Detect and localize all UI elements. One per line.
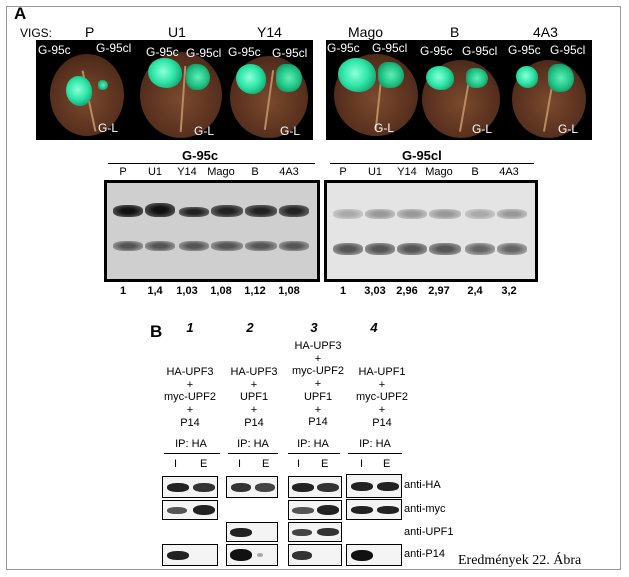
leaf-label-bottom: G-L (280, 124, 301, 138)
quant-value: 2,4 (467, 285, 483, 297)
lane-label-p: P (119, 166, 127, 178)
quant-value: 2,97 (428, 285, 450, 297)
lane-label-u1: U1 (367, 166, 383, 178)
column-number: 4 (370, 320, 378, 335)
construct-label: UPF1 (303, 390, 333, 403)
quant-value: 1,4 (147, 285, 163, 297)
construct-label: myc-UPF2 (356, 391, 408, 404)
plus-sign: + (378, 378, 386, 391)
construct-label: myc-UPF2 (164, 391, 216, 404)
leaf-label-right: G-95cl (186, 46, 222, 60)
construct-label: HA-UPF3 (294, 340, 342, 352)
construct-label: P14 (180, 416, 200, 429)
plus-sign: + (250, 404, 258, 417)
leaf-label-left: G-95c (146, 45, 179, 59)
leaf-label-bottom: G-L (98, 121, 119, 135)
lane-i-label: I (360, 458, 364, 470)
construct-label: myc-UPF2 (292, 365, 344, 378)
leaf-label-right: G-95cl (550, 43, 586, 57)
gel-title-underline (330, 163, 534, 164)
lane-label-b: B (471, 166, 479, 178)
vigs-condition-mago: Mago (348, 24, 384, 40)
quant-value: 1,03 (176, 285, 198, 297)
lane-label-mago: Mago (207, 166, 235, 178)
plus-sign: + (314, 352, 322, 365)
lane-e-label: E (262, 458, 270, 470)
ip-label: IP: HA (237, 438, 269, 450)
construct-label: HA-UPF1 (358, 366, 406, 378)
western-blot-strip (162, 476, 218, 498)
vigs-condition-y14: Y14 (257, 24, 282, 40)
gel-title-g95c: G-95c (182, 148, 219, 163)
lane-label-4a3: 4A3 (279, 166, 299, 178)
construct-label: P14 (372, 416, 392, 429)
western-blot-strip (226, 476, 278, 498)
lane-e-label: E (383, 458, 391, 470)
leaf-label-left: G-95c (420, 44, 453, 58)
lane-i-label: I (297, 458, 301, 470)
lane-label-y14: Y14 (397, 166, 417, 178)
construct-label: HA-UPF3 (230, 366, 278, 378)
antibody-label-anti-myc: anti-myc (404, 503, 446, 515)
panel-b-letter: B (150, 322, 163, 341)
ip-label: IP: HA (175, 438, 207, 450)
ip-underline (228, 453, 278, 454)
column-number: 2 (246, 320, 254, 335)
western-blot-strip (162, 544, 218, 566)
construct-label: HA-UPF3 (166, 366, 214, 378)
leaf-label-right: G-95cl (96, 41, 132, 55)
western-blot-strip (226, 522, 278, 542)
leaf-label-right: G-95cl (272, 46, 308, 60)
quant-value: 3,03 (364, 285, 386, 297)
lane-e-label: E (321, 458, 329, 470)
ip-label: IP: HA (297, 438, 329, 450)
gel-title-underline (108, 163, 315, 164)
quant-value: 1 (339, 285, 347, 297)
western-blot-strip (346, 474, 402, 498)
leaf-label-left: G-95c (327, 41, 360, 55)
lane-i-label: I (174, 458, 178, 470)
quant-value: 1,08 (278, 285, 300, 297)
lane-label-y14: Y14 (177, 166, 197, 178)
ip-underline (288, 453, 340, 454)
leaf-label-bottom: G-L (472, 122, 493, 136)
lane-label-mago: Mago (425, 166, 453, 178)
western-blot-strip (288, 476, 342, 498)
plus-sign: + (186, 404, 194, 417)
leaf-label-left: G-95c (38, 43, 71, 57)
construct-label: P14 (244, 416, 264, 429)
lane-label-b: B (251, 166, 259, 178)
lane-e-label: E (200, 458, 208, 470)
quant-value: 1 (119, 285, 127, 297)
northern-blot-g95c (104, 180, 320, 282)
western-blot-strip (226, 544, 278, 566)
figure-caption: Eredmények 22. Ábra (458, 553, 582, 568)
vigs-condition-4a3: 4A3 (533, 24, 558, 40)
vigs-label: VIGS: (20, 26, 53, 40)
vigs-condition-b: B (450, 24, 460, 40)
leaf-label-right: G-95cl (462, 44, 498, 58)
northern-blot-g95cl (324, 180, 538, 282)
ip-underline (348, 453, 402, 454)
quant-value: 3,2 (501, 285, 517, 297)
leaf-label-bottom: G-L (194, 124, 215, 138)
western-blot-strip (288, 544, 342, 566)
ip-underline (164, 453, 220, 454)
lane-i-label: I (238, 458, 242, 470)
plus-sign: + (314, 378, 322, 391)
construct-label: P14 (308, 416, 328, 429)
antibody-label-anti-p14: anti-P14 (404, 548, 445, 560)
quant-value: 1,08 (210, 285, 232, 297)
leaf-label-right: G-95cl (372, 41, 408, 55)
antibody-label-anti-upf1: anti-UPF1 (404, 526, 454, 538)
vigs-condition-u1: U1 (168, 24, 186, 40)
lane-label-u1: U1 (147, 166, 163, 178)
column-number: 1 (186, 320, 194, 335)
plus-sign: + (378, 404, 386, 417)
panel-a-letter: A (14, 4, 27, 23)
western-blot-strip (288, 522, 342, 542)
vigs-condition-p: P (85, 24, 95, 40)
leaf-photo-group-1 (36, 40, 313, 140)
quant-value: 2,96 (396, 285, 418, 297)
leaf-photo-group-2 (326, 40, 592, 140)
western-blot-strip (346, 544, 402, 566)
western-blot-strip (288, 500, 342, 520)
plus-sign: + (186, 378, 194, 391)
western-blot-strip (162, 500, 218, 520)
ip-label: IP: HA (359, 438, 391, 450)
combination-4 (344, 366, 420, 430)
quant-value: 1,12 (244, 285, 266, 297)
column-number: 3 (310, 320, 318, 335)
leaf-label-bottom: G-L (558, 122, 579, 136)
antibody-label-anti-ha: anti-HA (404, 479, 441, 491)
gel-title-g95cl: G-95cl (402, 148, 442, 163)
leaf-label-left: G-95c (508, 43, 541, 57)
lane-label-4a3: 4A3 (499, 166, 519, 178)
lane-label-p: P (339, 166, 347, 178)
construct-label: UPF1 (239, 391, 269, 404)
western-blot-strip (346, 499, 402, 520)
plus-sign: + (250, 378, 258, 391)
plus-sign: + (314, 403, 322, 416)
leaf-label-left: G-95c (228, 45, 261, 59)
leaf-label-bottom: G-L (374, 121, 395, 135)
